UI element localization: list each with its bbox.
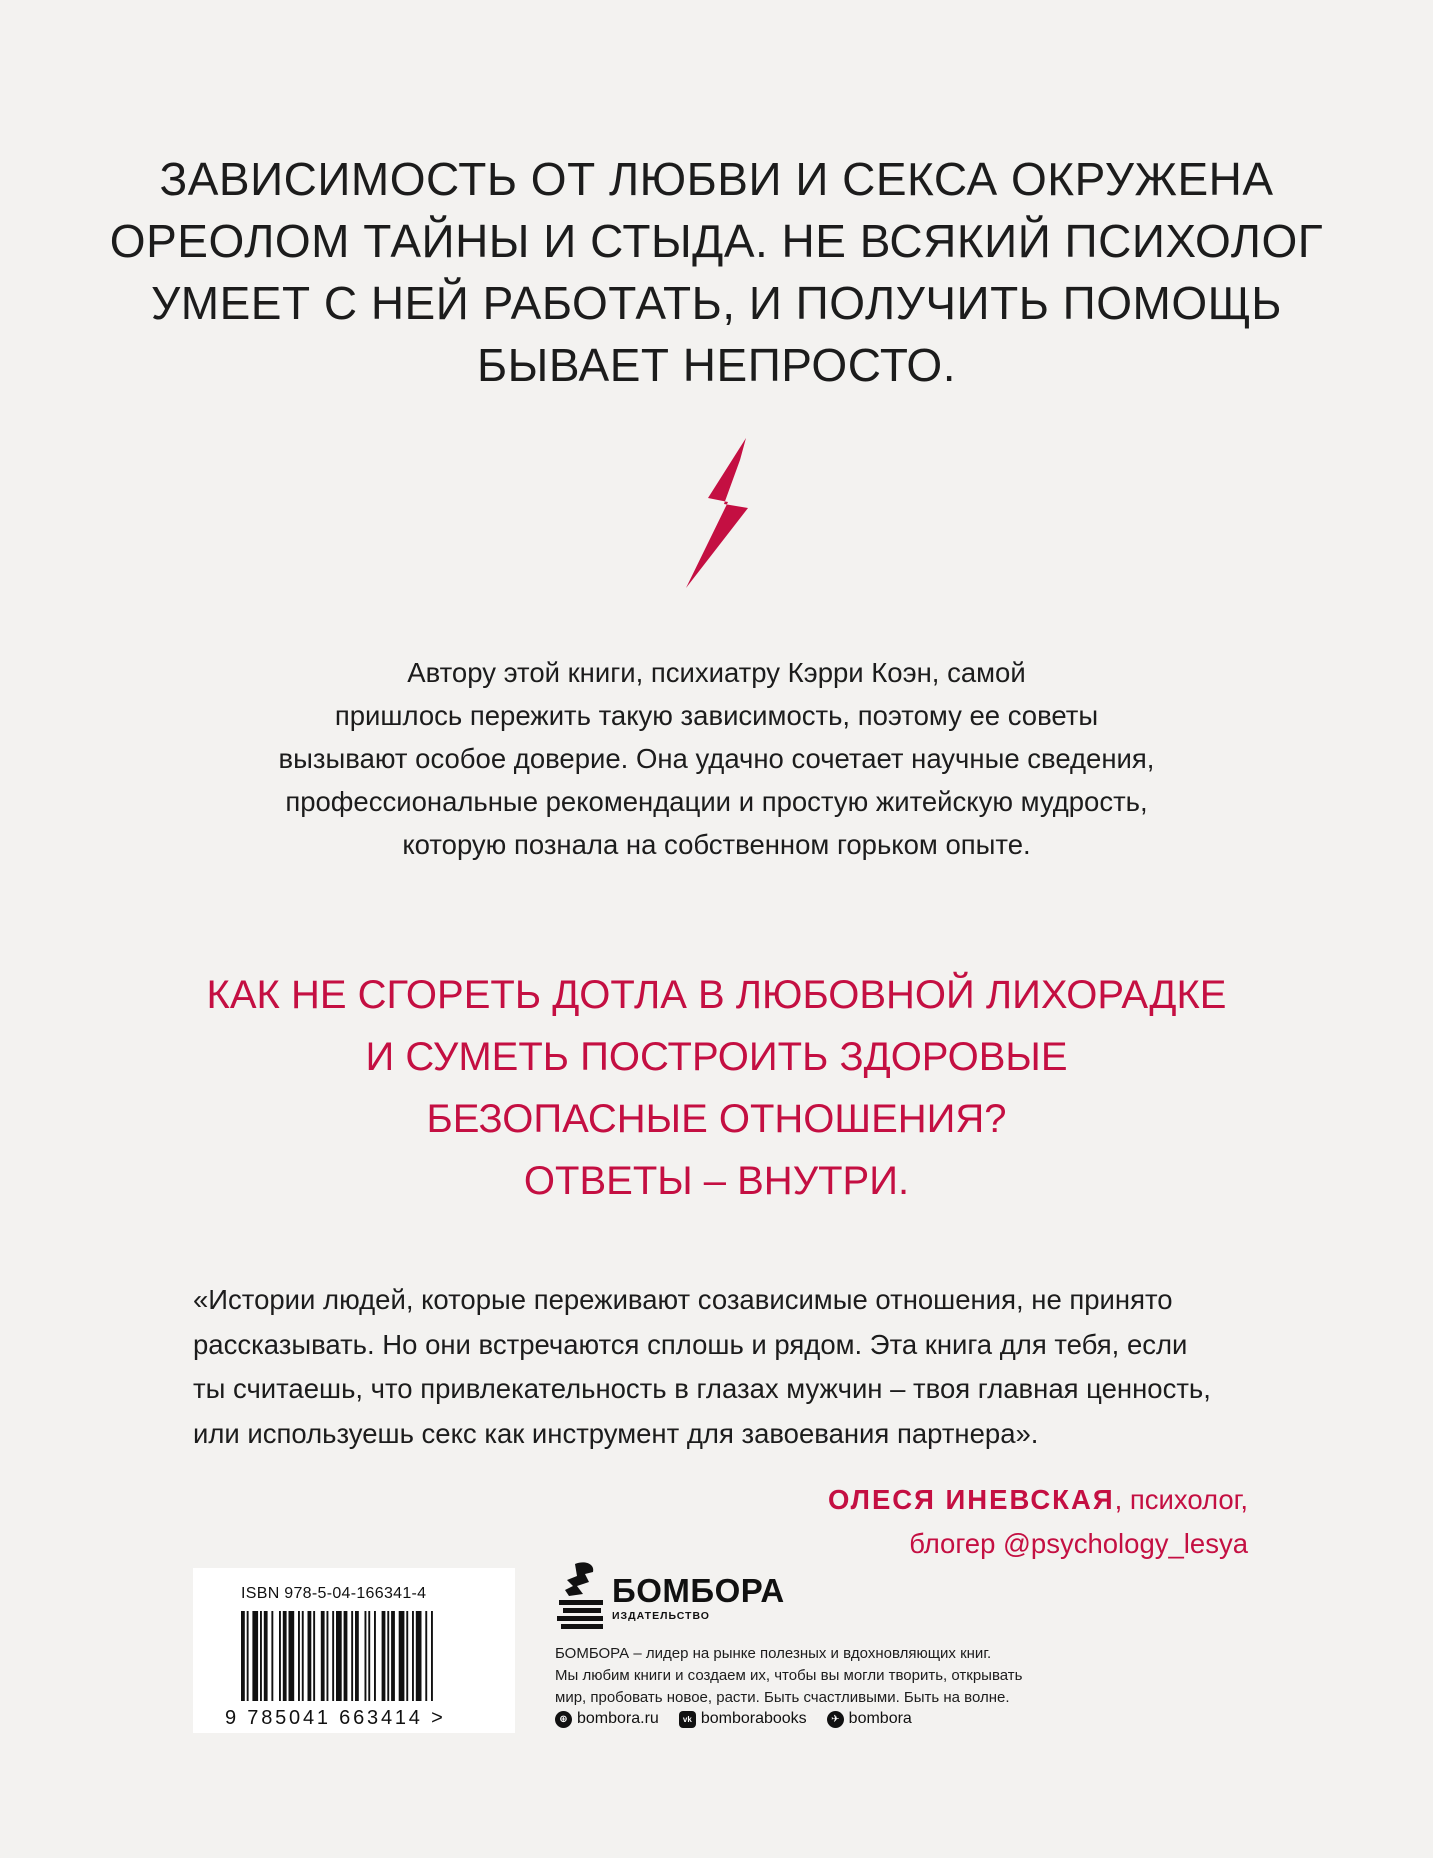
author-role-2: блогер @psychology_lesya [909,1528,1248,1559]
barcode-bars [241,1611,485,1701]
barcode-bar [425,1611,427,1701]
intro-line: профессиональные рекомендации и простую житейскую мудрость, [285,786,1148,817]
barcode-digits: 9 785041 663414 > [225,1707,446,1729]
question-block [0,964,1433,1212]
author-role: , психолог, [1114,1484,1248,1515]
publisher-line: Мы любим книги и создаем их, чтобы вы могли творить, открывать [555,1667,1023,1684]
headline-line: БЫВАЕТ НЕПРОСТО. [476,339,956,391]
barcode-bar [264,1611,268,1701]
publisher-line: БОМБОРА – лидер на рынке полезных и вдохновляющих книг. [555,1645,992,1662]
attribution-line-1 [828,1478,1248,1522]
intro-line: которую познала на собственном горьком опыте. [402,829,1031,860]
globe-icon: ⊕ [555,1711,572,1728]
lightning-bolt-icon [686,438,748,588]
social-link-vk[interactable] [679,1710,807,1728]
social-label: bomborabooks [700,1710,807,1727]
quote-line: или используешь секс как инструмент для завоевания партнера». [193,1417,1039,1449]
barcode-bar [332,1611,334,1701]
barcode-panel [193,1568,515,1733]
publisher-description [555,1643,1022,1709]
barcode-bar [344,1611,348,1701]
barcode-bar [374,1611,376,1701]
question-line: ОТВЕТЫ – ВНУТРИ. [523,1159,910,1203]
publisher-line: мир, пробовать новое, расти. Быть счастливыми. Быть на волне. [555,1689,1010,1706]
barcode-bar [368,1611,370,1701]
barcode-bar [351,1611,353,1701]
barcode-bar [406,1611,408,1701]
quote-line: «Истории людей, которые переживают созависимые отношения, не принято [193,1284,1173,1315]
barcode-bar [308,1611,312,1701]
author-name: ОЛЕСЯ ИНЕВСКАЯ [827,1484,1115,1515]
intro-line: вызывают особое доверие. Она удачно сочетает научные сведения, [278,743,1155,774]
barcode-bar [321,1611,325,1701]
barcode-bar [365,1611,367,1701]
social-link-telegram[interactable] [827,1710,912,1728]
headline-line: ЗАВИСИМОСТЬ ОТ ЛЮБВИ И СЕКСА ОКРУЖЕНА [159,153,1274,205]
social-links [555,1710,932,1728]
barcode-bar [336,1611,342,1701]
barcode-bar [416,1611,422,1701]
barcode-bar [279,1611,281,1701]
quote-attribution [828,1478,1248,1566]
social-label: bombora [848,1710,912,1727]
intro-line: Автору этой книги, психиатру Кэрри Коэн, самой [407,657,1026,688]
barcode-bar [412,1611,414,1701]
headline-line: УМЕЕТ С НЕЙ РАБОТАТЬ, И ПОЛУЧИТЬ ПОМОЩЬ [151,277,1282,329]
vk-icon: vk [679,1711,696,1728]
barcode-bar [271,1611,273,1701]
intro-line: пришлось пережить такую зависимость, поэтому ее советы [334,700,1099,731]
barcode-bar [313,1611,315,1701]
intro-paragraph [0,651,1433,866]
barcode-bar [302,1611,304,1701]
barcode-bar [252,1611,258,1701]
question-line: КАК НЕ СГОРЕТЬ ДОТЛА В ЛЮБОВНОЙ ЛИХОРАДКЕ [206,973,1227,1017]
question-line: БЕЗОПАСНЫЕ ОТНОШЕНИЯ? [426,1097,1007,1141]
barcode-bar [289,1611,295,1701]
testimonial-quote [193,1278,1303,1456]
quote-line: ты считаешь, что привлекательность в глазах мужчин – твоя главная ценность, [193,1373,1211,1404]
barcode-bar [247,1611,249,1701]
barcode-bar [387,1611,389,1701]
social-link-site[interactable] [555,1710,659,1728]
barcode-bar [431,1611,433,1701]
barcode-bar [399,1611,405,1701]
headline-line: ОРЕОЛОМ ТАЙНЫ И СТЫДА. НЕ ВСЯКИЙ ПСИХОЛОГ [109,215,1324,267]
barcode-bar [391,1611,395,1701]
publisher-logo-name: БОМБОРА [612,1572,785,1609]
telegram-icon: ✈ [827,1711,844,1728]
quote-line: рассказывать. Но они встречаются сплошь и рядом. Эта книга для тебя, если [193,1328,1188,1360]
bombora-logo-icon [555,1560,607,1630]
barcode-bar [355,1611,359,1701]
barcode-bar [382,1611,386,1701]
publisher-logo-sub: ИЗДАТЕЛЬСТВО [612,1610,710,1622]
headline [0,148,1433,396]
social-label: bombora.ru [577,1710,659,1727]
isbn-text: ISBN 978-5-04-166341-4 [241,1585,427,1602]
barcode-bar [327,1611,329,1701]
question-line: И СУМЕТЬ ПОСТРОИТЬ ЗДОРОВЫЕ [365,1035,1068,1079]
barcode-bar [260,1611,262,1701]
barcode-bar [283,1611,287,1701]
barcode-bar [241,1611,245,1701]
barcode-bar [298,1611,300,1701]
